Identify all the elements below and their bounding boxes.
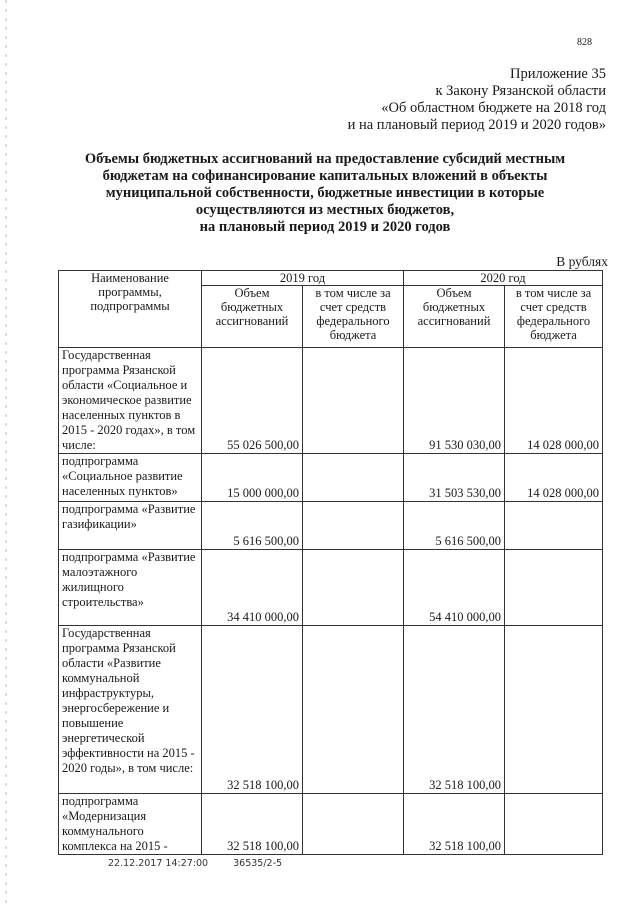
table-row (59, 348, 603, 454)
header-volume-2020: Объем бюджетных ассигнований (404, 286, 505, 348)
table-row (59, 794, 603, 855)
title-line-1: Объемы бюджетных ассигнований на предоставление субсидий местным (84, 151, 566, 167)
header-year-2019: 2019 год (202, 271, 404, 286)
header-program-name: Наименование программы, подпрограммы (59, 271, 202, 348)
scan-edge-marks (5, 0, 7, 905)
row-volume-2019: 32 518 100,00 (202, 626, 303, 794)
row-federal-2019 (303, 794, 404, 855)
row-federal-2020: 14 028 000,00 (505, 454, 603, 502)
row-volume-2020: 32 518 100,00 (404, 794, 505, 855)
row-volume-2019: 15 000 000,00 (202, 454, 303, 502)
table-row (59, 454, 603, 502)
title-line-5: на плановый период 2019 и 2020 годов (199, 219, 451, 235)
row-volume-2020: 54 410 000,00 (404, 550, 505, 626)
header-year-2020: 2020 год (404, 271, 603, 286)
page-number: 828 (577, 37, 592, 48)
row-volume-2019: 34 410 000,00 (202, 550, 303, 626)
row-federal-2020 (505, 626, 603, 794)
row-volume-2020: 31 503 530,00 (404, 454, 505, 502)
footer-document-code: 36535/2-5 (233, 858, 283, 869)
row-federal-2019 (303, 626, 404, 794)
title-line-3: муниципальной собственности, бюджетные инвестиции в которые (105, 185, 545, 201)
appendix-line-4: и на плановый период 2019 и 2020 годов» (347, 117, 606, 133)
row-volume-2020: 91 530 030,00 (404, 348, 505, 454)
appendix-line-1: Приложение 35 (510, 66, 606, 82)
appendix-line-3: «Об областном бюджете на 2018 год (381, 100, 606, 116)
row-program-name: подпрограмма «Социальное развитие населенных пунктов» (59, 454, 202, 502)
title-line-2: бюджетам на софинансирование капитальных вложений в объекты (102, 168, 548, 184)
row-program-name: подпрограмма «Развитие малоэтажного жилищного строительства» (59, 550, 202, 626)
row-federal-2019 (303, 550, 404, 626)
row-federal-2020: 14 028 000,00 (505, 348, 603, 454)
row-volume-2019: 55 026 500,00 (202, 348, 303, 454)
appendix-reference (348, 66, 606, 134)
row-federal-2019 (303, 348, 404, 454)
header-federal-2019: в том числе за счет средств федерального бюджета (303, 286, 404, 348)
row-federal-2020 (505, 794, 603, 855)
budget-table (58, 270, 603, 855)
row-program-name: Государственная программа Рязанской области «Социальное и экономическое развитие населенных пунктов в 2015 - 2020 годах», в том числе: (59, 348, 202, 454)
table-body (59, 348, 603, 855)
table-header (59, 271, 603, 348)
row-federal-2020 (505, 550, 603, 626)
row-volume-2020: 5 616 500,00 (404, 502, 505, 550)
row-volume-2019: 32 518 100,00 (202, 794, 303, 855)
appendix-line-2: к Закону Рязанской области (435, 83, 606, 99)
row-volume-2020: 32 518 100,00 (404, 626, 505, 794)
row-volume-2019: 5 616 500,00 (202, 502, 303, 550)
row-federal-2019 (303, 454, 404, 502)
table-row (59, 550, 603, 626)
row-program-name: подпрограмма «Модернизация коммунального комплекса на 2015 - (59, 794, 202, 855)
title-line-4: осуществляются из местных бюджетов, (195, 202, 455, 218)
header-federal-2020: в том числе за счет средств федерального бюджета (505, 286, 603, 348)
header-volume-2019: Объем бюджетных ассигнований (202, 286, 303, 348)
units-label: В рублях (556, 254, 608, 269)
document-footer (108, 858, 304, 869)
row-program-name: Государственная программа Рязанской области «Развитие коммунальной инфраструктуры, энергосбережение и повышение энергетической эффективности на 2015 - 2020 годы», в том числе: (59, 626, 202, 794)
table-row (59, 502, 603, 550)
row-program-name: подпрограмма «Развитие газификации» (59, 502, 202, 550)
document-title (60, 151, 590, 236)
footer-datetime: 22.12.2017 14:27:00 (108, 858, 209, 869)
row-federal-2020 (505, 502, 603, 550)
table-row (59, 626, 603, 794)
row-federal-2019 (303, 502, 404, 550)
